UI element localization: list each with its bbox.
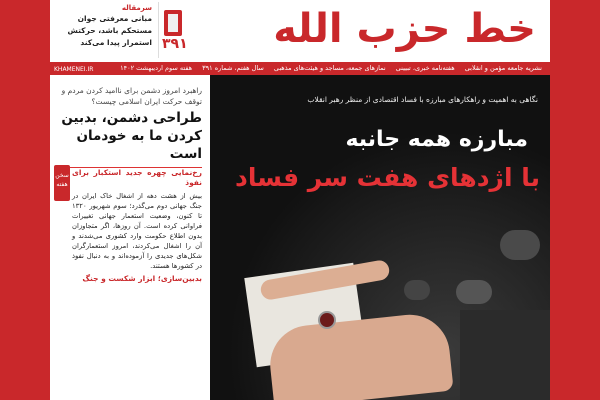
sleeve-shape: [460, 310, 550, 400]
hero-kicker: نگاهی به اهمیت و راهکارهای مبارزه با فساد اقتصادی از منظر رهبر انقلاب: [307, 95, 538, 104]
hero-headline-line-1[interactable]: مبارزه همه جانبه: [345, 127, 528, 152]
editorial-thumbnail-icon: [164, 10, 182, 36]
section-tab: [54, 165, 70, 201]
microphone-icon: [456, 280, 492, 304]
article-subhead-2: بدبین‌سازی؛ ابزار شکست و جنگ: [82, 274, 202, 283]
article-headline[interactable]: طراحی دشمن، بدبین کردن ما به خودمان است: [61, 110, 202, 162]
article-body: [72, 165, 202, 287]
editorial-box[interactable]: [54, 2, 159, 58]
masthead: [50, 0, 550, 62]
tagline-item: هفته سوم اردیبهشت ۱۴۰۲: [120, 64, 193, 72]
microphone-icon: [404, 280, 430, 300]
tagline-item: هفته‌نامه خبری، تبیینی: [395, 64, 455, 72]
tagline-item: نمازهای جمعه، مساجد و هیئت‌های مذهبی: [273, 64, 386, 72]
tagline-item: نشریه جامعه مؤمن و انقلابی: [464, 64, 542, 72]
hero-headline-line-2[interactable]: با اژدهای هفت سر فساد: [235, 163, 540, 192]
editorial-line-2: مستحکم باشد، حرکتش: [67, 26, 152, 35]
ring-icon: [318, 311, 336, 329]
issue-number: ۳۹۱: [162, 36, 188, 52]
left-column: [50, 75, 210, 400]
editorial-line-1: مبانی معرفتی جوان: [77, 14, 152, 23]
site-badge[interactable]: KHAMENEI.IR: [54, 66, 94, 73]
article-subhead-1: رخ‌نمایی چهره جدید استکبار برای نفوذ: [72, 168, 202, 187]
editorial-line-3: استمرار پیدا می‌کند: [80, 38, 152, 47]
article-paragraph: بیش از هشت دهه از اشغال خاک ایران در جنگ جهانی دوم می‌گذرد؛ سوم شهریور ۱۳۲۰ تا کنون، وضعیت استعمار جهانی تغییرات فراوانی کرده است. آن روزها، اگر متجاوزان بدون اطلاع حکومت وارد کشوری می‌شدند و آن را اشغال می‌کردند، امروز استعمارگران شکل‌های جدیدی را آزموده‌اند و به دنبال نفوذ در کشورها هستند.: [72, 192, 202, 270]
publication-logo: خط حزب الله: [273, 6, 536, 52]
tagline-item: سال هفتم، شماره ۳۹۱: [202, 64, 264, 72]
newspaper-page: [50, 0, 550, 400]
section-tab-label: سخن هفته: [55, 172, 69, 188]
hero-feature[interactable]: [210, 75, 550, 400]
tagline-bar: [50, 62, 550, 75]
article-teaser: راهبرد امروز دشمن برای ناامید کردن مردم و توقف حرکت ایران اسلامی چیست؟: [61, 86, 202, 106]
editorial-label: سرمقاله: [121, 4, 152, 12]
microphone-icon: [500, 230, 540, 260]
